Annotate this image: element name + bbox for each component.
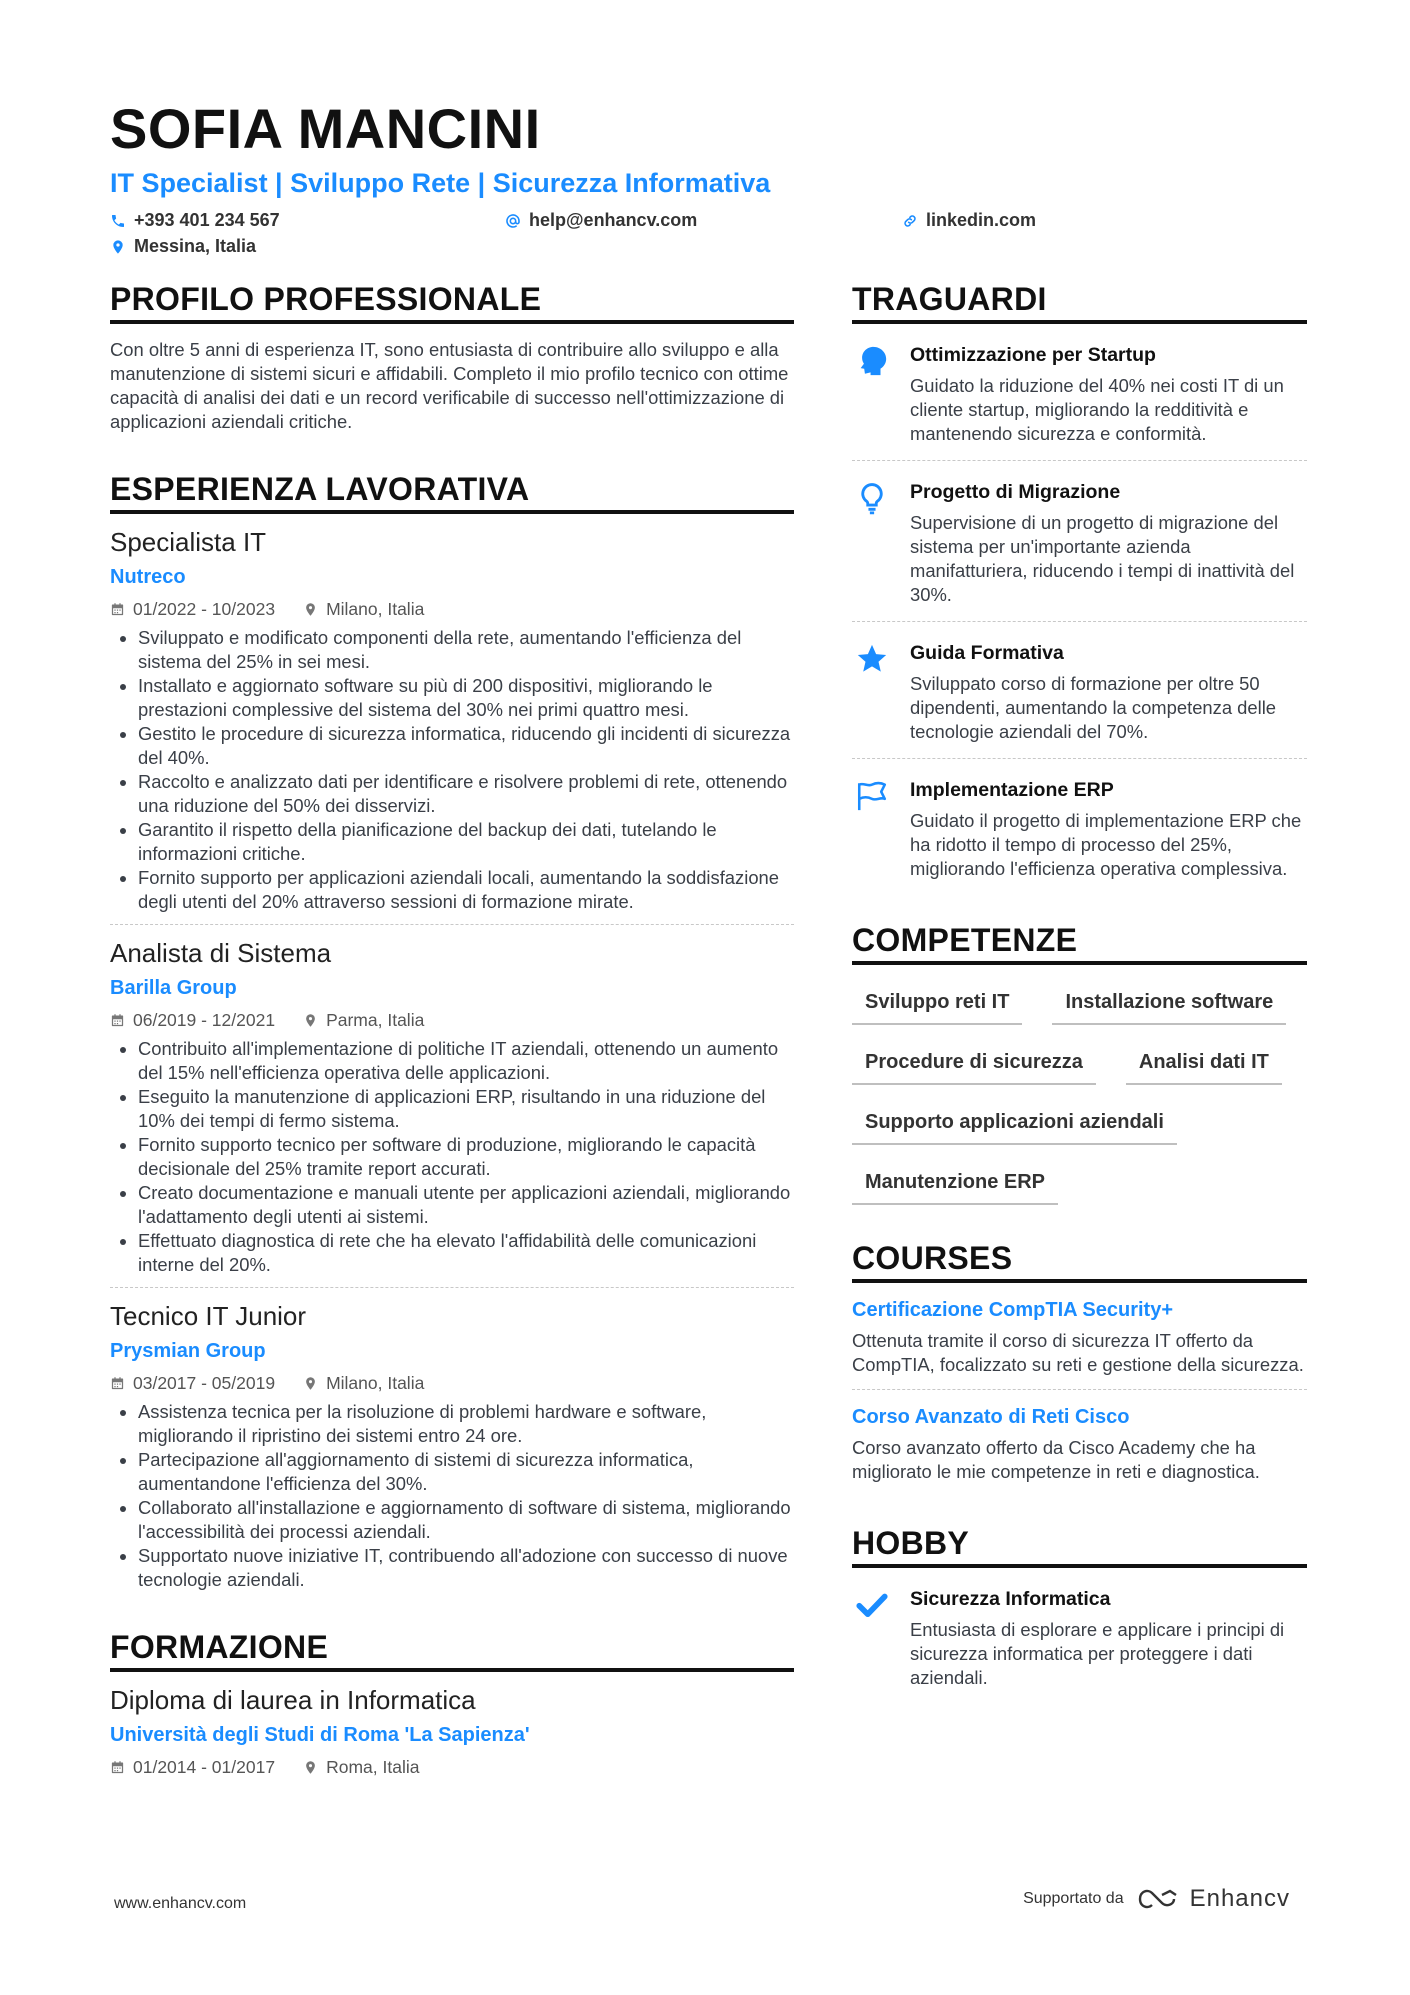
location-pin-icon bbox=[303, 1760, 318, 1775]
location-pin-icon bbox=[110, 239, 126, 255]
skill-tag: Installazione software bbox=[1052, 983, 1286, 1025]
job-bullet: Gestito le procedure di sicurezza informatica, riducendo gli incidenti di sicurezza del 40%. bbox=[110, 722, 794, 770]
job-bullet: Fornito supporto per applicazioni aziendali locali, aumentando la soddisfazione degli utenti del 20% attraverso sessioni di formazione mirate. bbox=[110, 866, 794, 914]
location-pin-icon bbox=[303, 1013, 318, 1028]
skill-tag: Manutenzione ERP bbox=[852, 1163, 1058, 1205]
phone-icon bbox=[110, 213, 126, 229]
job-location-text: Parma, Italia bbox=[326, 1010, 425, 1030]
hobby-section bbox=[852, 1524, 1307, 1704]
hobby-item bbox=[852, 1568, 1307, 1704]
job-role: Specialista IT bbox=[110, 527, 267, 557]
flag-icon bbox=[855, 779, 889, 813]
job-bullet: Collaborato all'installazione e aggiornamento di software di sistema, migliorando l'accessibilità dei processi aziendali. bbox=[110, 1496, 794, 1544]
calendar-icon bbox=[110, 1760, 125, 1775]
skill-tag: Analisi dati IT bbox=[1126, 1043, 1282, 1085]
checkmark-icon bbox=[855, 1588, 889, 1622]
calendar-icon bbox=[110, 1013, 125, 1028]
resume-header bbox=[110, 98, 1310, 260]
job-dates-text: 03/2017 - 05/2019 bbox=[133, 1373, 276, 1393]
email-text: help@enhancv.com bbox=[529, 210, 698, 230]
education-entry bbox=[110, 1684, 794, 1788]
job-location bbox=[303, 598, 424, 620]
achievement-title: Guida Formativa bbox=[910, 642, 1064, 664]
section-title-profile: PROFILO PROFESSIONALE bbox=[110, 280, 794, 324]
skill-tag: Supporto applicazioni aziendali bbox=[852, 1103, 1177, 1145]
education-location-text: Roma, Italia bbox=[326, 1757, 420, 1777]
section-title-experience: ESPERIENZA LAVORATIVA bbox=[110, 470, 794, 514]
job-company: Barilla Group bbox=[110, 977, 237, 999]
job-bullet: Sviluppato e modificato componenti della rete, aumentando l'efficienza del sistema del 25% in sei mesi. bbox=[110, 626, 794, 674]
section-title-achievements: TRAGUARDI bbox=[852, 280, 1307, 324]
school: Università degli Studi di Roma 'La Sapienza' bbox=[110, 1724, 530, 1746]
location-text: Messina, Italia bbox=[134, 236, 257, 256]
job-bullet: Raccolto e analizzato dati per identificare e risolvere problemi di rete, ottenendo una riduzione del 50% dei disservizi. bbox=[110, 770, 794, 818]
achievement-desc: Guidato la riduzione del 40% nei costi IT di un cliente startup, migliorando la redditività e mantenendo sicurezza e conformità. bbox=[910, 375, 1284, 444]
profile-section bbox=[110, 280, 794, 434]
achievement-desc: Guidato il progetto di implementazione ERP che ha ridotto il tempo di processo del 25%, migliorando l'efficienza operativa complessiva. bbox=[910, 810, 1302, 879]
enhancv-logo bbox=[1136, 1885, 1290, 1913]
course-title: Corso Avanzato di Reti Cisco bbox=[852, 1406, 1130, 1428]
job-bullet: Installato e aggiornato software su più di 200 dispositivi, migliorando le prestazioni complessive del sistema del 30% nei primi quattro mesi. bbox=[110, 674, 794, 722]
job-dates bbox=[110, 598, 275, 620]
footer-brand bbox=[1023, 1885, 1290, 1913]
education-dates bbox=[110, 1756, 275, 1778]
job-meta bbox=[110, 598, 794, 620]
job-location bbox=[303, 1009, 424, 1031]
achievement-desc: Supervisione di un progetto di migrazione del sistema per un'importante azienda manifatturiera, riducendo i tempi di inattività del 30%. bbox=[910, 512, 1295, 605]
skills-section bbox=[852, 921, 1307, 1205]
skills-list bbox=[852, 983, 1307, 1205]
powered-by-text: Supportato da bbox=[1023, 1890, 1124, 1907]
achievement-title: Ottimizzazione per Startup bbox=[910, 344, 1156, 366]
job-bullet: Fornito supporto tecnico per software di produzione, migliorando le capacità decisionale del 25% tramite report accurati. bbox=[110, 1133, 794, 1181]
job-bullet: Creato documentazione e manuali utente per applicazioni aziendali, migliorando l'adattamento degli utenti ai sistemi. bbox=[110, 1181, 794, 1229]
job-bullets bbox=[110, 1037, 794, 1277]
job-meta bbox=[110, 1009, 794, 1031]
experience-entry bbox=[110, 526, 794, 925]
education-dates-text: 01/2014 - 01/2017 bbox=[133, 1757, 276, 1777]
job-company: Prysmian Group bbox=[110, 1340, 266, 1362]
achievements-section bbox=[852, 280, 1307, 895]
linkedin-text: linkedin.com bbox=[926, 210, 1037, 230]
job-bullet: Assistenza tecnica per la risoluzione di problemi hardware e software, migliorando il ripristino dei sistemi entro 24 ore. bbox=[110, 1400, 794, 1448]
lightbulb-icon bbox=[855, 481, 889, 515]
education-location bbox=[303, 1756, 419, 1778]
contact-email[interactable] bbox=[505, 210, 697, 231]
achievement-item bbox=[852, 461, 1307, 622]
course-item bbox=[852, 1283, 1307, 1390]
courses-section bbox=[852, 1239, 1307, 1496]
degree: Diploma di laurea in Informatica bbox=[110, 1685, 476, 1715]
contact-linkedin[interactable] bbox=[902, 210, 1036, 231]
link-icon bbox=[902, 213, 918, 229]
skill-tag: Sviluppo reti IT bbox=[852, 983, 1022, 1025]
job-bullet: Contribuito all'implementazione di politiche IT aziendali, ottenendo un aumento del 15% nell'efficienza operativa delle applicazioni. bbox=[110, 1037, 794, 1085]
contact-phone bbox=[110, 210, 280, 231]
job-meta bbox=[110, 1372, 794, 1394]
job-dates-text: 06/2019 - 12/2021 bbox=[133, 1010, 276, 1030]
course-desc: Corso avanzato offerto da Cisco Academy che ha migliorato le mie competenze in reti e diagnostica. bbox=[852, 1437, 1260, 1482]
job-dates-text: 01/2022 - 10/2023 bbox=[133, 599, 276, 619]
job-location-text: Milano, Italia bbox=[326, 1373, 425, 1393]
section-title-education: FORMAZIONE bbox=[110, 1628, 794, 1672]
location-pin-icon bbox=[303, 602, 318, 617]
job-bullet: Partecipazione all'aggiornamento di sistemi di sicurezza informatica, aumentandone l'efficienza del 30%. bbox=[110, 1448, 794, 1496]
job-bullet: Supportato nuove iniziative IT, contribuendo all'adozione con successo di nuove tecnologie aziendali. bbox=[110, 1544, 794, 1592]
achievement-title: Progetto di Migrazione bbox=[910, 481, 1121, 503]
skill-tag: Procedure di sicurezza bbox=[852, 1043, 1096, 1085]
brand-name: Enhancv bbox=[1189, 1885, 1290, 1912]
section-title-skills: COMPETENZE bbox=[852, 921, 1307, 965]
footer-website[interactable]: www.enhancv.com bbox=[114, 1895, 247, 1912]
achievement-icon-wrap bbox=[852, 342, 892, 446]
experience-entry bbox=[110, 937, 794, 1288]
phone-text: +393 401 234 567 bbox=[134, 210, 280, 230]
star-icon bbox=[855, 642, 889, 676]
calendar-icon bbox=[110, 1376, 125, 1391]
job-location bbox=[303, 1372, 424, 1394]
course-desc: Ottenuta tramite il corso di sicurezza IT offerto da CompTIA, focalizzato su reti e gestione della sicurezza. bbox=[852, 1330, 1304, 1375]
job-company: Nutreco bbox=[110, 566, 186, 588]
education-section bbox=[110, 1628, 794, 1788]
experience-entry bbox=[110, 1300, 794, 1602]
education-meta bbox=[110, 1756, 794, 1778]
job-role: Analista di Sistema bbox=[110, 938, 332, 968]
enhancv-logo-icon bbox=[1136, 1887, 1182, 1911]
contact-info bbox=[110, 204, 1310, 260]
achievement-icon-wrap bbox=[852, 479, 892, 607]
job-bullet: Eseguito la manutenzione di applicazioni ERP, risultando in una riduzione del 10% dei tempi di fermo sistema. bbox=[110, 1085, 794, 1133]
left-column bbox=[110, 280, 794, 1788]
achievement-desc: Sviluppato corso di formazione per oltre 50 dipendenti, aumentando la competenza delle tecnologie aziendali del 70%. bbox=[910, 673, 1277, 742]
hobby-desc: Entusiasta di esplorare e applicare i principi di sicurezza informatica per proteggere i dati aziendali. bbox=[910, 1619, 1285, 1688]
achievement-icon-wrap bbox=[852, 640, 892, 744]
course-item bbox=[852, 1390, 1307, 1496]
achievement-item bbox=[852, 622, 1307, 759]
at-icon bbox=[505, 213, 521, 229]
achievement-title: Implementazione ERP bbox=[910, 779, 1114, 801]
job-bullet: Garantito il rispetto della pianificazione del backup dei dati, tutelando le informazioni critiche. bbox=[110, 818, 794, 866]
calendar-icon bbox=[110, 602, 125, 617]
hobby-icon-wrap bbox=[852, 1586, 892, 1690]
hobby-title: Sicurezza Informatica bbox=[910, 1588, 1111, 1610]
course-title: Certificazione CompTIA Security+ bbox=[852, 1299, 1173, 1321]
job-location-text: Milano, Italia bbox=[326, 599, 425, 619]
job-bullets bbox=[110, 626, 794, 914]
candidate-name: SOFIA MANCINI bbox=[110, 97, 541, 160]
contact-location bbox=[110, 236, 256, 257]
job-role: Tecnico IT Junior bbox=[110, 1301, 307, 1331]
location-pin-icon bbox=[303, 1376, 318, 1391]
achievement-item bbox=[852, 759, 1307, 895]
achievement-icon-wrap bbox=[852, 777, 892, 881]
job-bullet: Effettuato diagnostica di rete che ha elevato l'affidabilità delle comunicazioni interne del 20%. bbox=[110, 1229, 794, 1277]
job-bullets bbox=[110, 1400, 794, 1592]
head-icon bbox=[855, 344, 889, 378]
profile-text: Con oltre 5 anni di esperienza IT, sono entusiasta di contribuire allo sviluppo e alla manutenzione di sistemi sicuri e affidabili. Completo il mio profilo tecnico con ottime capacità di analisi dei dati e un record verificabile di successo nell'ottimizzazione di applicazioni aziendali critiche. bbox=[110, 339, 789, 432]
section-title-courses: COURSES bbox=[852, 1239, 1307, 1283]
right-column bbox=[852, 280, 1307, 1704]
job-dates bbox=[110, 1372, 275, 1394]
candidate-title: IT Specialist | Sviluppo Rete | Sicurezza Informativa bbox=[110, 168, 771, 198]
job-dates bbox=[110, 1009, 275, 1031]
experience-section bbox=[110, 470, 794, 1602]
achievement-item bbox=[852, 324, 1307, 461]
section-title-hobby: HOBBY bbox=[852, 1524, 1307, 1568]
